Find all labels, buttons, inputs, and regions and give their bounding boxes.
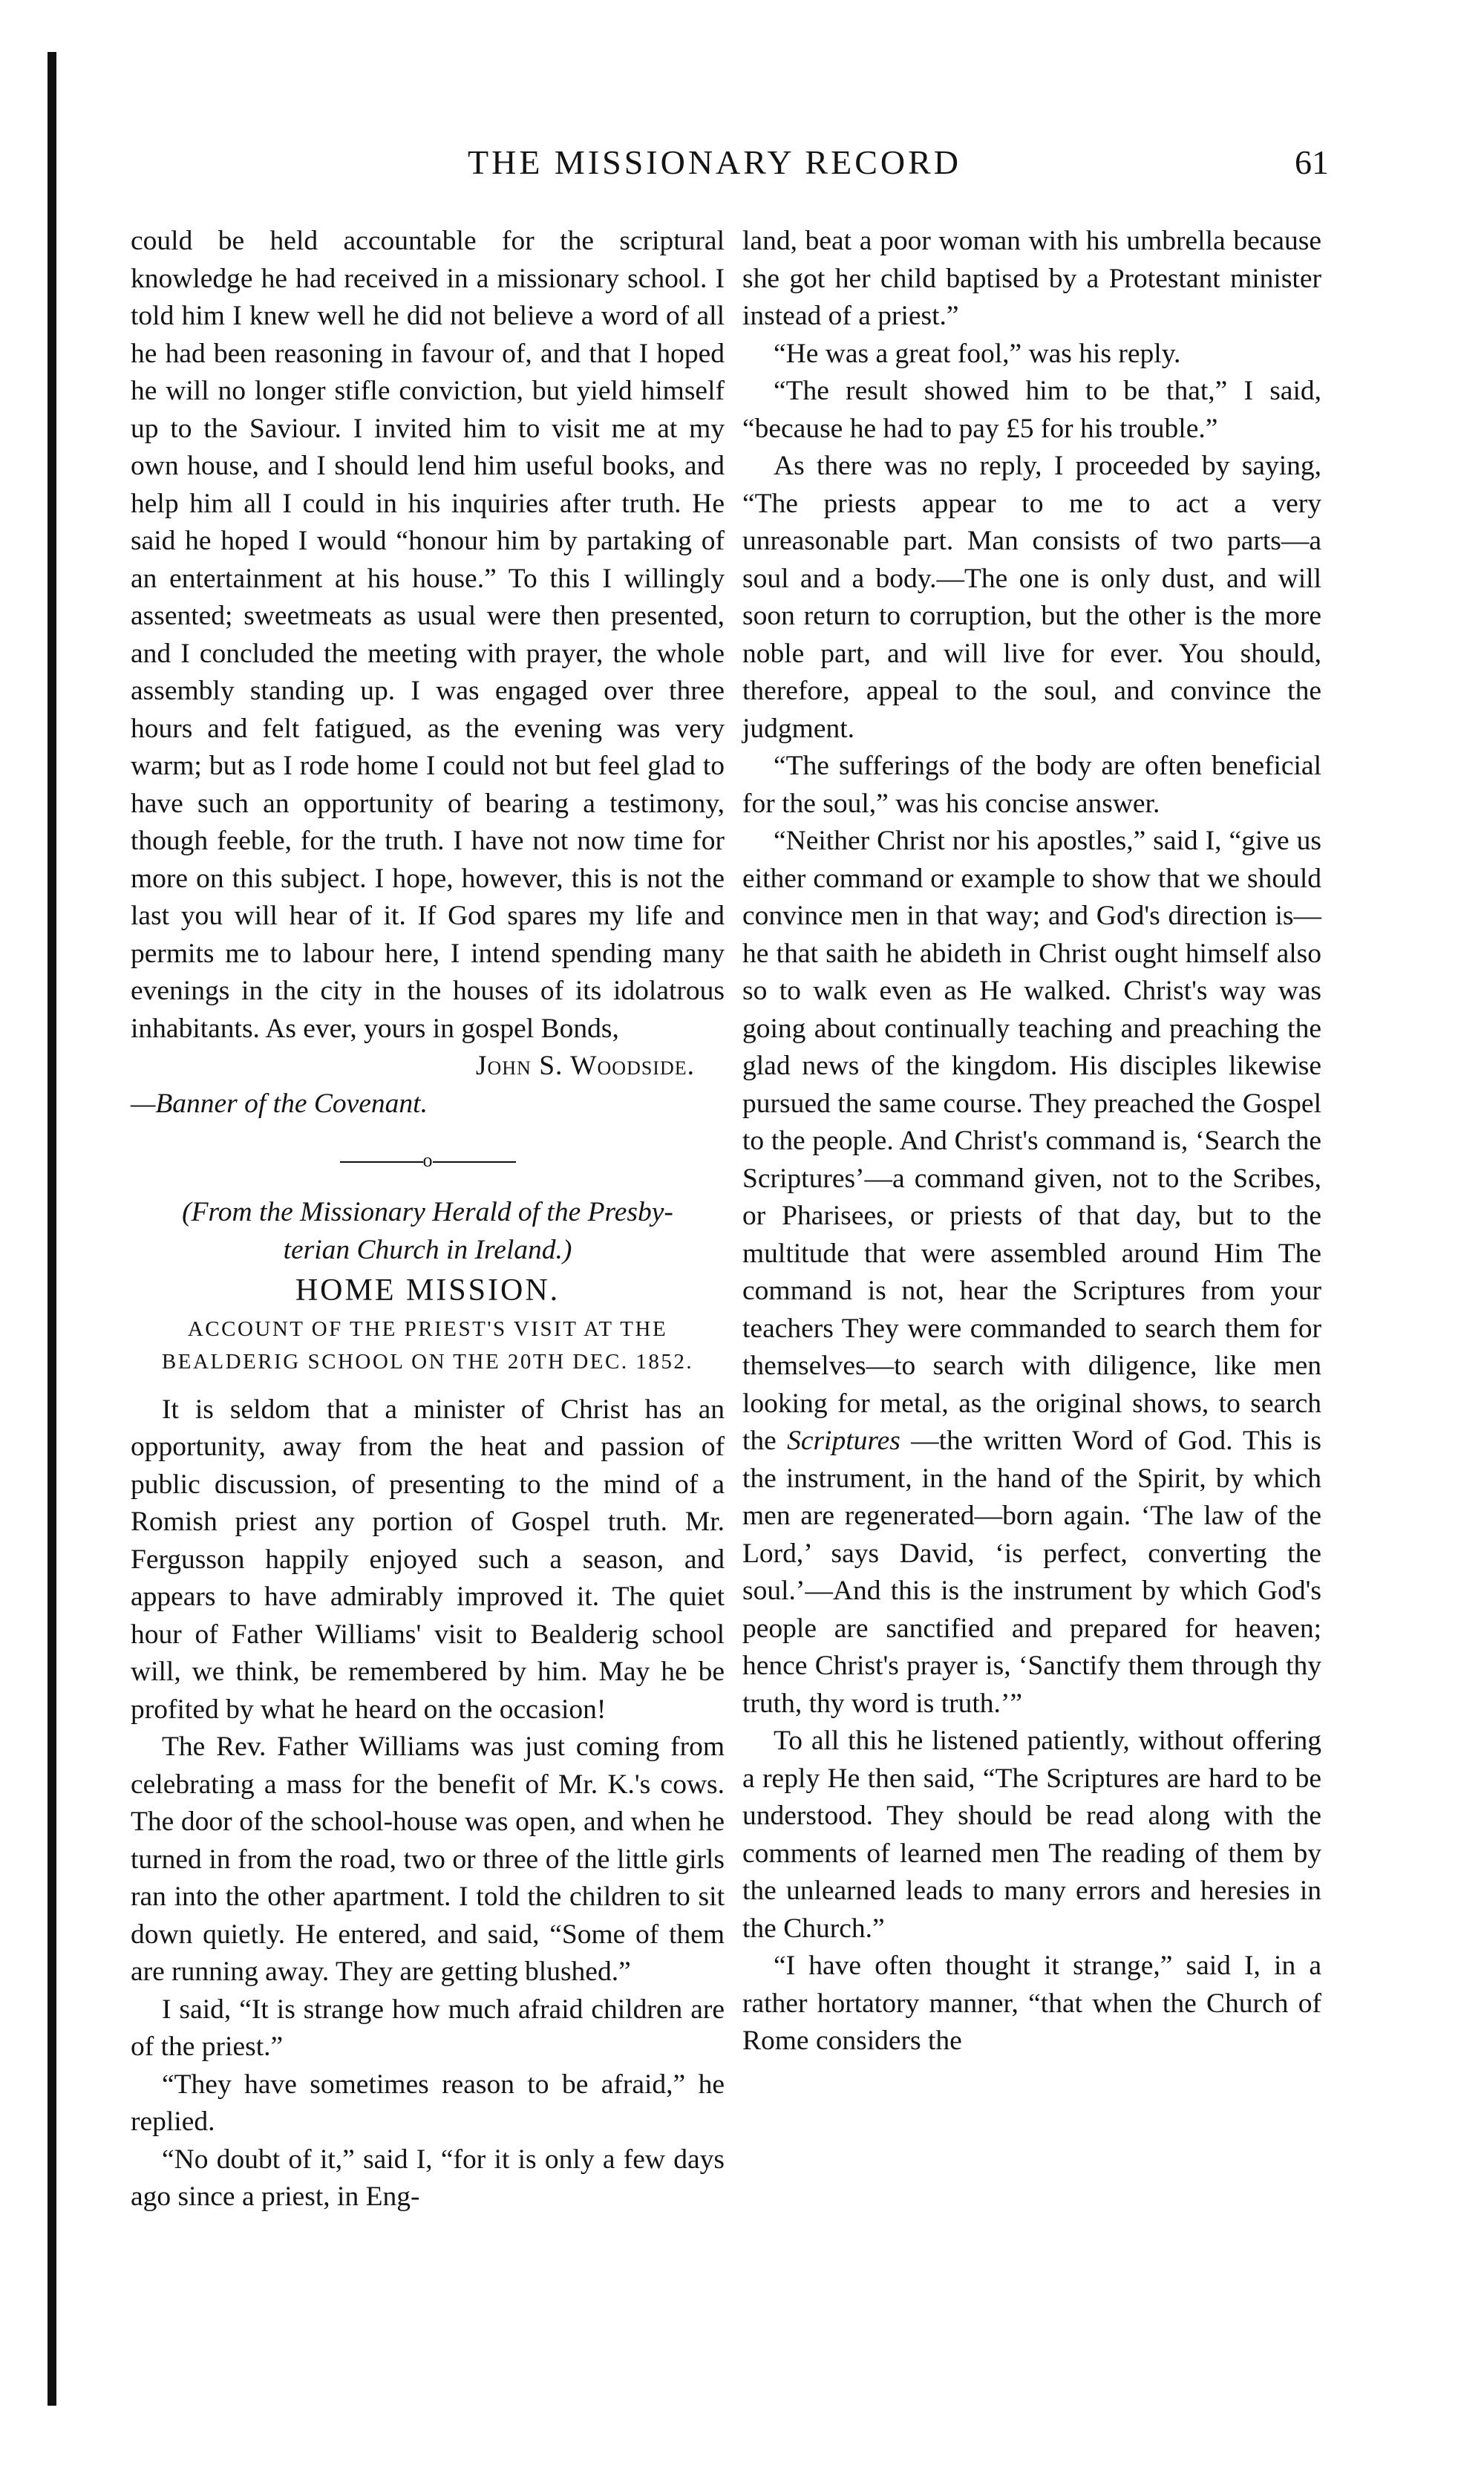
article-paragraph: “They have sometimes reason to be afraid,” he replied. (131, 2069, 725, 2137)
from-note-line1: (From the Missionary Herald of the Presby- (182, 1197, 673, 1227)
article-paragraph: “He was a great fool,” was his reply. (774, 338, 1181, 369)
signature-line (131, 1048, 695, 1086)
article-paragraph: “I have often thought it strange,” said I, in a rather hortatory manner, “that when the Church of Rome considers the (742, 1951, 1321, 2056)
from-note-line2: terian Church in Ireland.) (283, 1234, 572, 1265)
left-column (131, 223, 725, 2216)
italic-word: Scriptures (787, 1426, 900, 1456)
left-margin-rule (48, 52, 56, 2406)
article-paragraph (742, 823, 1321, 1723)
article-paragraph: “No doubt of it,” said I, “for it is only a few days ago since a priest, in Eng- (131, 2144, 725, 2212)
letter-paragraph: could be held accountable for the scriptural knowledge he had received in a missionary school. I told him I knew well he did not believe a word of all he had been reasoning in favour of, and that I hoped he will no longer stifle conviction, but yield himself up to the Saviour. I invited him to visit me at my own house, and I should lend him useful books, and help him all I could in his inquiries after truth. He said he hoped I would “honour him by partaking of an entertainment at his house.” To this I willingly assented; sweetmeats as usual were then presented, and I concluded the meeting with prayer, the whole assembly standing up. I was engaged over three hours and felt fatigued, as the evening was very warm; but as I rode home I could not but feel glad to have such an opportunity of bearing a testimony, though feeble, for the truth. I have not now time for more on this subject. I hope, however, this is not the last you will hear of it. If God spares my life and permits me to labour here, I intend spending many evenings in the city in the houses of its idolatrous inhabitants. As ever, yours in gospel Bonds, (131, 226, 725, 1044)
article-paragraph: I said, “It is strange how much afraid children are of the priest.” (131, 1994, 725, 2062)
article-paragraph: It is seldom that a minister of Christ has an opportunity, away from the heat and passion of public discussion, of presenting to the mind of a Romish priest any portion of Gospel truth. Mr. Fergusson happily enjoyed such a season, and appears to have admirably improved it. The quiet hour of Father Williams' visit to Bealderig school will, we think, be remembered by him. May he be profited by what he heard on the occasion! (131, 1394, 725, 1725)
article-paragraph: “The sufferings of the body are often beneficial for the soul,” was his concise answer. (742, 751, 1321, 819)
right-column (742, 223, 1321, 2060)
page-header (67, 143, 1329, 195)
paragraph-text: “Neither Christ nor his apostles,” said I, “give us either command or example to show that we should convince men in that way; and God's direction is—he that saith he abideth in Christ ought himself also so to walk even as He walked. Christ's way was going about continually teaching and preaching the glad news of the kingdom. His disciples likewise pursued the same course. They preached the Gospel to the people. And Christ's command is, ‘Search the Scriptures’—a command given, not to the Scribes, or Pharisees, or priests of that day, but to the multitude that were assembled around Him The command is not, hear the Scriptures from your teachers They were commanded to search them for themselves—to search with diligence, like men looking for metal, as the original shows, to search the (742, 826, 1321, 1456)
signature: John S. Woodside. (475, 1051, 695, 1081)
article-paragraph: land, beat a poor woman with his umbrella because she got her child baptised by a Protestant minister instead of a priest.” (742, 226, 1321, 331)
article-paragraph: The Rev. Father Williams was just coming from celebrating a mass for the benefit of Mr. K.'s cows. The door of the school-house was open, and when he turned in from the road, two or three of the little girls ran into the other apartment. I told the children to sit down quietly. He entered, and said, “Some of them are running away. They are getting blushed.” (131, 1732, 725, 1987)
divider-mark: o (422, 1149, 433, 1171)
article-paragraph: “The result showed him to be that,” I said, “because he had to pay £5 for his trouble.” (742, 376, 1321, 444)
article-paragraph: To all this he listened patiently, without offering a reply He then said, “The Scriptures are hard to be understood. They should be read along with the comments of learned men The reading of them by the unlearned leads to many errors and heresies in the Church.” (742, 1726, 1321, 1944)
paragraph-text: —the written Word of God. This is the instrument, in the hand of the Spirit, by which men are regenerated—born again. ‘The law of the Lord,’ says David, ‘is perfect, converting the soul.’—And this is the instrument by which God's people are sanctified and prepared for heaven; hence Christ's prayer is, ‘Sanctify them through thy truth, thy word is truth.’” (742, 1426, 1321, 1719)
running-title: THE MISSIONARY RECORD (468, 143, 962, 181)
article-subheading: ACCOUNT OF THE PRIEST'S VISIT AT THE BEALDERIG SCHOOL ON THE 20TH DEC. 1852. (161, 1316, 694, 1374)
section-divider (131, 1149, 725, 1172)
article-paragraph: As there was no reply, I proceeded by saying, “The priests appear to me to act a very unreasonable part. Man consists of two parts—a soul and a body.—The one is only dust, and will soon return to corruption, but the other is the more noble part, and will live for ever. You should, therefore, appeal to the soul, and convince the judgment. (742, 451, 1321, 744)
source-citation: —Banner of the Covenant. (131, 1088, 428, 1119)
page-number: 61 (1295, 143, 1329, 181)
section-title: HOME MISSION. (295, 1273, 560, 1308)
